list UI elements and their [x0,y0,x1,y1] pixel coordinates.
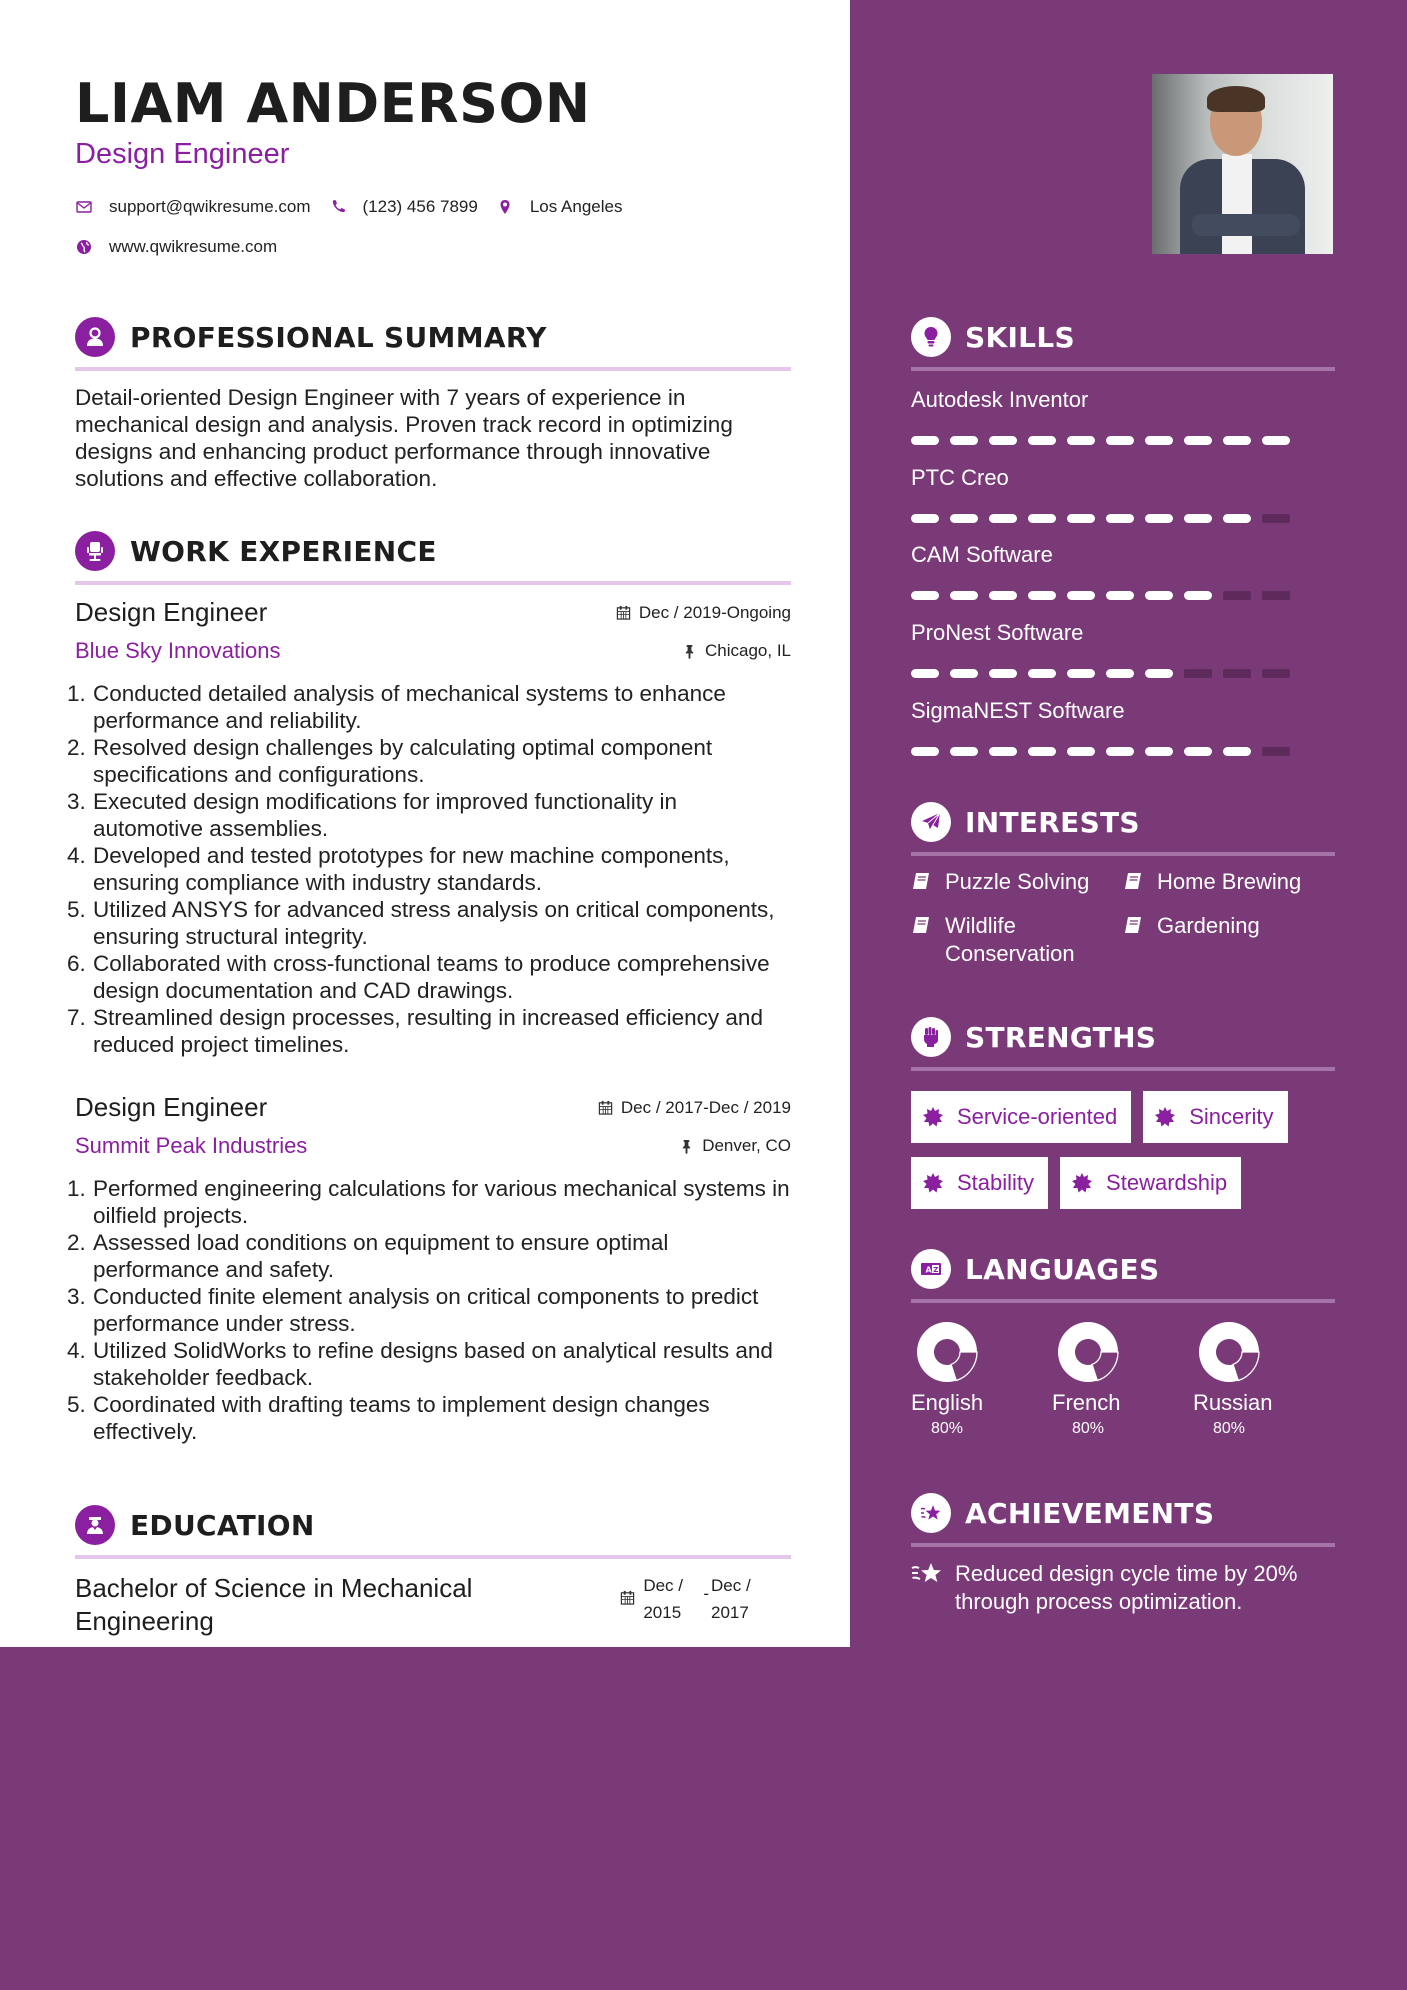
candidate-role: Design Engineer [75,138,290,170]
sidebar-column [850,0,1407,1990]
book-icon [911,871,931,891]
language-percent: 80% [1072,1420,1105,1437]
skill-level-segment [1028,669,1056,678]
achievement-item [911,1560,1331,1616]
interests-title: INTERESTS [965,805,1140,839]
skill-name: SigmaNEST Software [911,698,1125,723]
job-bullets [67,1175,791,1445]
skill-level-segment [1067,514,1095,523]
skill-level-bar [911,669,1331,678]
skill-level-segment [1028,514,1056,523]
language-name: French [1052,1390,1121,1415]
skill-level-segment [950,436,978,445]
strength-chip: Sincerity [1143,1091,1287,1143]
education-title: EDUCATION [130,1508,315,1542]
skill-level-segment [950,591,978,600]
skill-name: Autodesk Inventor [911,387,1089,412]
skill-level-segment [1106,514,1134,523]
candidate-name: LIAM ANDERSON [75,72,591,135]
skill-level-segment [1145,669,1173,678]
profile-photo [1152,74,1333,254]
skill-level-segment [950,747,978,756]
section-divider [911,1543,1335,1547]
job-location [682,641,791,661]
language-item [1052,1320,1193,1438]
skill-name: PTC Creo [911,465,1009,490]
translate-icon [911,1249,951,1289]
phone-number[interactable]: (123) 456 7899 [362,197,478,216]
job-date-text: Dec / 2017-Dec / 2019 [620,1097,791,1117]
job-date [616,603,791,623]
education-end: Dec / 2017 [711,1576,751,1622]
language-item [911,1320,1052,1438]
interest-item: Wildlife Conservation [911,912,1123,968]
section-divider [75,581,791,585]
website-link[interactable]: www.qwikresume.com [109,237,278,256]
contact-row-primary [75,197,640,217]
job-title: Design Engineer [75,597,268,627]
skill-level-segment [1067,436,1095,445]
bullet-item: 3. Conducted finite element analysis on critical components to predict performance under stress. [67,1284,759,1336]
interests-list [911,868,1341,968]
calendar-icon [598,1100,613,1115]
summary-title: PROFESSIONAL SUMMARY [130,320,547,354]
strengths-list [911,1091,1341,1209]
skill-level-segment [1028,747,1056,756]
svg-text:Z: Z [933,1265,939,1274]
skill-level-segment [911,436,939,445]
language-name: Russian [1193,1390,1273,1415]
user-icon [75,317,115,357]
skill-level-segment [1067,669,1095,678]
shooting-star-icon [911,1493,951,1533]
email-link[interactable]: support@qwikresume.com [109,197,311,216]
book-icon [1123,915,1143,935]
pushpin-icon [682,644,697,659]
strengths-title: STRENGTHS [965,1020,1157,1054]
experience-heading [75,530,791,585]
skill-level-segment [1262,747,1290,756]
bullet-item: 4. Developed and tested prototypes for new machine components, ensuring compliance with industry standards. [67,843,730,895]
interest-item: Puzzle Solving [911,868,1123,896]
skill-level-segment [911,514,939,523]
skill-level-segment [1262,514,1290,523]
skill-item [911,698,1331,756]
company-name: Summit Peak Industries [75,1133,308,1158]
office-chair-icon [75,531,115,571]
strength-chip: Service-oriented [911,1091,1131,1143]
skill-level-segment [1223,514,1251,523]
skill-level-segment [1223,747,1251,756]
skill-level-segment [1145,514,1173,523]
education-entry [75,1572,791,1638]
skill-level-segment [950,514,978,523]
skill-name: ProNest Software [911,620,1084,645]
book-icon [1123,871,1143,891]
job-title: Design Engineer [75,1092,268,1122]
skill-level-segment [1106,747,1134,756]
language-donut-chart [915,1320,979,1384]
skill-level-bar [911,514,1331,523]
skill-level-segment [1223,436,1251,445]
interests-heading [911,801,1335,856]
summary-heading [75,316,791,371]
achievement-text: Reduced design cycle time by 20% through process optimization. [955,1561,1298,1614]
job-date [598,1098,791,1118]
skill-level-segment [1145,747,1173,756]
languages-heading [911,1248,1335,1303]
skill-level-segment [1184,514,1212,523]
bullet-item: 5. Utilized ANSYS for advanced stress analysis on critical components, ensuring structural integrity. [67,897,775,949]
phone-icon [329,198,347,216]
bullet-item: 5. Coordinated with drafting teams to implement design changes effectively. [67,1392,710,1444]
achievements-title: ACHIEVEMENTS [965,1496,1215,1530]
fist-icon [911,1017,951,1057]
language-donut-chart [1056,1320,1120,1384]
skill-level-segment [1223,591,1251,600]
lightbulb-icon [911,317,951,357]
job-location-text: Chicago, IL [705,641,791,660]
skill-level-segment [1067,591,1095,600]
language-percent: 80% [1213,1420,1246,1437]
skill-level-segment [1106,436,1134,445]
section-divider [911,852,1335,856]
skill-level-segment [1067,747,1095,756]
skill-level-segment [1028,591,1056,600]
skill-level-segment [1262,591,1290,600]
badge-icon [923,1107,943,1127]
skill-level-segment [1106,591,1134,600]
section-divider [911,1067,1335,1071]
job-entry [67,597,791,1058]
skill-level-segment [989,747,1017,756]
language-item [1193,1320,1334,1438]
skill-level-segment [1145,436,1173,445]
skill-level-segment [1184,747,1212,756]
job-location [679,1136,791,1156]
skill-level-segment [989,669,1017,678]
bullet-item: 1. Performed engineering calculations for various mechanical systems in oilfield projects. [67,1176,790,1228]
section-divider [75,367,791,371]
skill-item [911,387,1331,445]
skill-level-segment [1262,436,1290,445]
skill-level-segment [950,669,978,678]
skill-level-segment [911,591,939,600]
skill-level-segment [1028,436,1056,445]
bullet-item: 4. Utilized SolidWorks to refine designs based on analytical results and stakeholder feedback. [67,1338,773,1390]
envelope-icon [75,198,93,216]
skill-level-segment [989,514,1017,523]
summary-text: Detail-oriented Design Engineer with 7 years of experience in mechanical design and analysis. Proven track record in optimizing designs and enhancing product performance through innovative solutions and effective collaboration. [75,385,733,491]
skill-level-segment [911,747,939,756]
experience-title: WORK EXPERIENCE [130,534,437,568]
location-text: Los Angeles [529,197,623,216]
interest-item: Home Brewing [1123,868,1341,896]
skill-level-bar [911,436,1331,445]
map-pin-icon [496,198,514,216]
skill-item [911,465,1331,523]
strength-chip: Stewardship [1060,1157,1241,1209]
badge-icon [1072,1173,1092,1193]
skill-level-segment [1184,436,1212,445]
bullet-item: 2. Assessed load conditions on equipment to ensure optimal performance and safety. [67,1230,669,1282]
achievements-heading [911,1492,1335,1547]
skills-heading [911,316,1335,371]
language-donut-chart [1197,1320,1261,1384]
skill-level-segment [1184,591,1212,600]
globe-icon [75,238,93,256]
education-dates [620,1572,771,1638]
skill-level-segment [1262,669,1290,678]
badge-icon [923,1173,943,1193]
skill-item [911,542,1331,600]
strength-chip: Stability [911,1157,1048,1209]
svg-text:A: A [925,1265,932,1275]
company-name: Blue Sky Innovations [75,638,281,663]
education-start: Dec / 2015 [643,1576,684,1622]
skill-level-segment [989,591,1017,600]
section-divider [911,367,1335,371]
skills-title: SKILLS [965,320,1075,354]
bullet-item: 2. Resolved design challenges by calculating optimal component specifications and configurations. [67,735,713,787]
book-icon [911,915,931,935]
job-date-text: Dec / 2019-Ongoing [638,602,791,622]
date-separator: - [703,1584,709,1603]
job-bullets [67,680,791,1058]
skill-level-segment [989,436,1017,445]
bullet-item: 6. Collaborated with cross-functional teams to produce comprehensive design documentation and CAD drawings. [67,951,770,1003]
strengths-heading [911,1016,1335,1071]
skill-level-segment [1106,669,1134,678]
bullet-item: 7. Streamlined design processes, resulting in increased efficiency and reduced project timelines. [67,1005,763,1057]
bullet-item: 3. Executed design modifications for improved functionality in automotive assemblies. [67,789,678,841]
interest-item: Gardening [1123,912,1341,968]
degree-title: Bachelor of Science in Mechanical Engineering [75,1573,473,1636]
skill-item [911,620,1331,678]
badge-icon [1155,1107,1175,1127]
skill-level-bar [911,747,1331,756]
languages-list [911,1320,1334,1438]
skill-level-segment [1184,669,1212,678]
section-divider [75,1555,791,1559]
language-percent: 80% [931,1420,964,1437]
paper-plane-icon [911,802,951,842]
calendar-icon [620,1590,635,1605]
graduate-icon [75,1505,115,1545]
job-entry [67,1092,791,1445]
contact-row-secondary [75,237,295,257]
skill-name: CAM Software [911,542,1053,567]
language-name: English [911,1390,984,1415]
job-location-text: Denver, CO [702,1136,791,1155]
section-divider [911,1299,1335,1303]
skill-level-segment [1223,669,1251,678]
shooting-star-icon [911,1560,943,1588]
calendar-icon [616,605,631,620]
languages-title: LANGUAGES [965,1252,1160,1286]
skill-level-segment [911,669,939,678]
pushpin-icon [679,1139,694,1154]
education-heading [75,1504,791,1559]
skill-level-segment [1145,591,1173,600]
bullet-item: 1. Conducted detailed analysis of mechanical systems to enhance performance and reliability. [67,681,726,733]
skill-level-bar [911,591,1331,600]
